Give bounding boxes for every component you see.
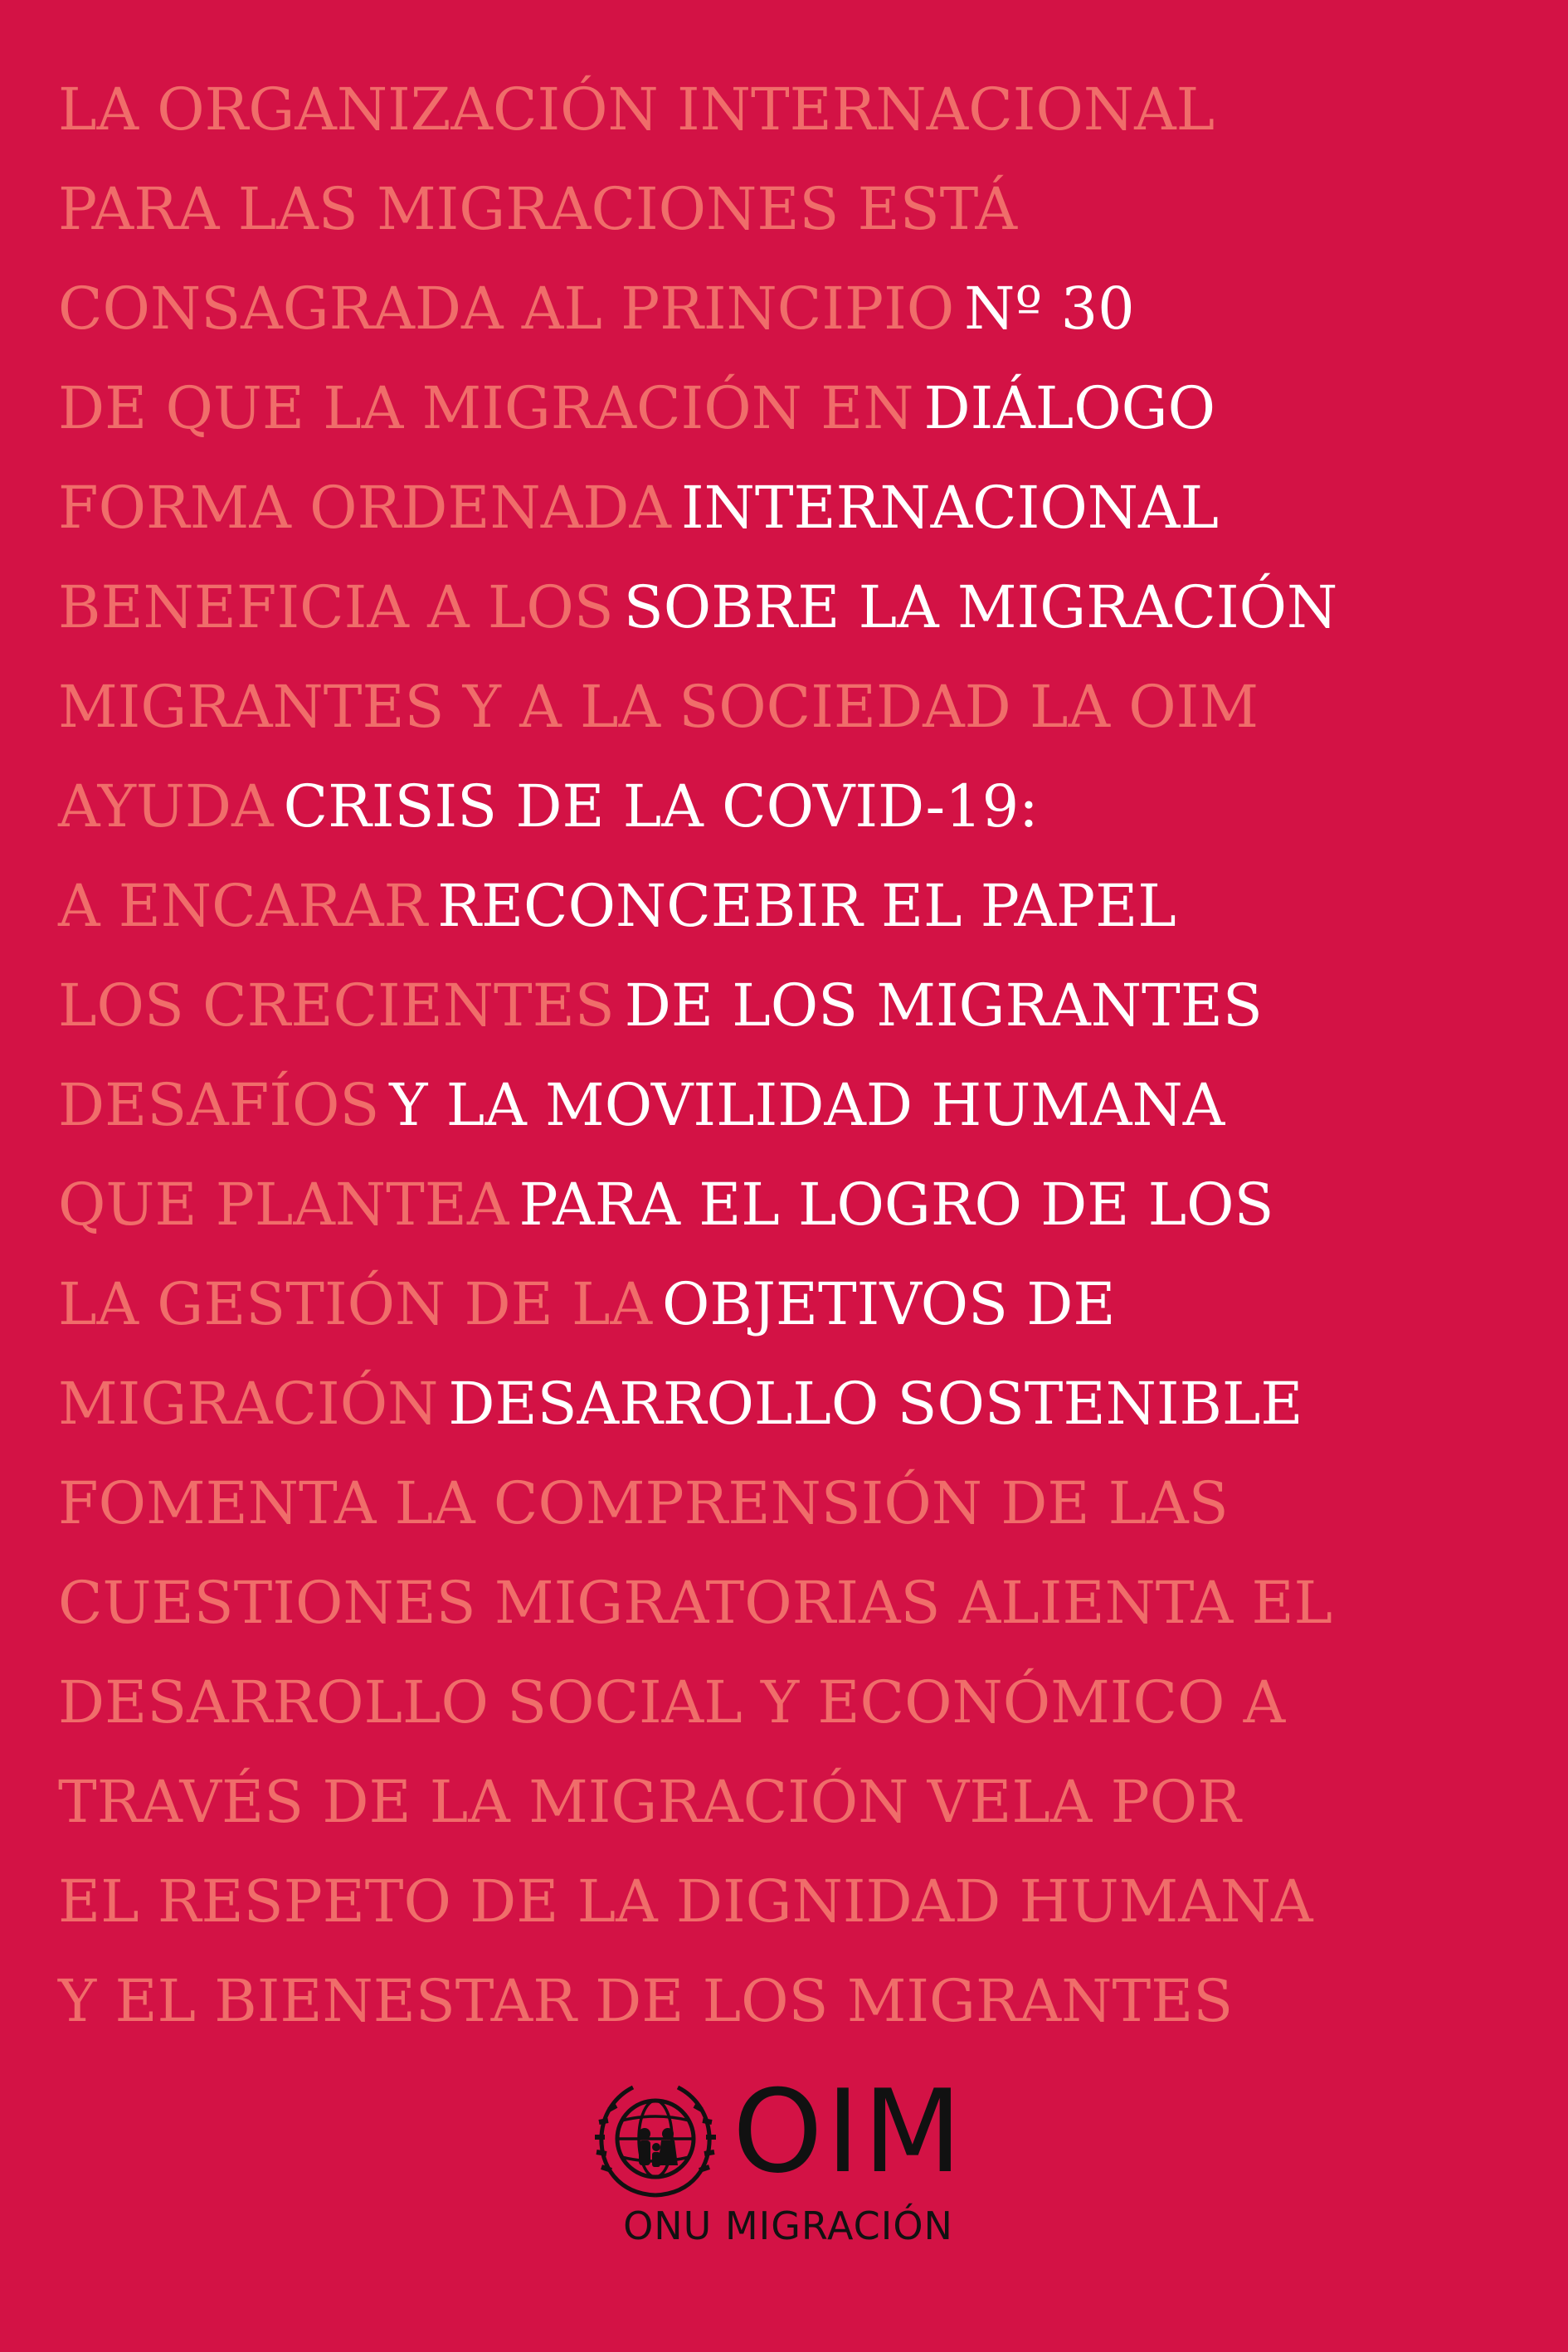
mission-text: A ENCARAR: [58, 872, 428, 940]
mission-text: FORMA ORDENADA: [58, 474, 671, 542]
text-line: [58, 757, 1551, 856]
mission-text: QUE PLANTEA: [58, 1171, 509, 1239]
text-line: [58, 1653, 1551, 1752]
text-line: [58, 1951, 1551, 2051]
mission-text: CUESTIONES MIGRATORIAS ALIENTA EL: [58, 1569, 1333, 1637]
mission-text: Y EL BIENESTAR DE LOS MIGRANTES: [58, 1967, 1234, 2035]
mission-text: DESAFÍOS: [58, 1071, 380, 1139]
mission-text: DE QUE LA MIGRACIÓN EN: [58, 374, 914, 442]
mission-text: MIGRANTES Y A LA SOCIEDAD LA OIM: [58, 673, 1259, 741]
mission-text: AYUDA: [58, 772, 274, 840]
text-line: [58, 1155, 1551, 1254]
text-line: [58, 1454, 1551, 1553]
mission-text: BENEFICIA A LOS: [58, 573, 614, 641]
mission-text: FOMENTA LA COMPRENSIÓN DE LAS: [58, 1469, 1229, 1537]
text-line: [58, 657, 1551, 757]
mission-text: LA GESTIÓN DE LA: [58, 1270, 652, 1338]
title-text: RECONCEBIR EL PAPEL: [437, 872, 1176, 940]
text-line: [58, 1852, 1551, 1951]
title-text: DE LOS MIGRANTES: [624, 971, 1263, 1040]
mission-text: EL RESPETO DE LA DIGNIDAD HUMANA: [58, 1867, 1313, 1936]
text-line: [58, 1254, 1551, 1354]
title-text: DESARROLLO SOSTENIBLE: [448, 1370, 1303, 1438]
text-line: [58, 1055, 1551, 1155]
title-text: DIÁLOGO: [923, 374, 1215, 442]
text-line: [58, 1752, 1551, 1852]
title-text: OBJETIVOS DE: [662, 1270, 1116, 1338]
text-line: [58, 259, 1551, 358]
issue-number: Nº 30: [964, 275, 1135, 343]
mission-text: PARA LAS MIGRACIONES ESTÁ: [58, 175, 1018, 243]
title-text: PARA EL LOGRO DE LOS: [519, 1171, 1274, 1239]
text-line: [58, 458, 1551, 558]
text-line: [58, 60, 1551, 159]
text-line: [58, 856, 1551, 956]
logo-subtitle: ONU MIGRACIÓN: [623, 2203, 953, 2248]
mission-text: TRAVÉS DE LA MIGRACIÓN VELA POR: [58, 1768, 1241, 1836]
title-text: CRISIS DE LA COVID-19:: [283, 772, 1039, 840]
title-text: SOBRE LA MIGRACIÓN: [623, 573, 1338, 641]
mission-text: DESARROLLO SOCIAL Y ECONÓMICO A: [58, 1668, 1286, 1736]
text-line: [58, 558, 1551, 657]
text-line: [58, 1354, 1551, 1454]
title-text: Y LA MOVILIDAD HUMANA: [389, 1071, 1225, 1139]
mission-text: MIGRACIÓN: [58, 1370, 439, 1438]
cover-text-block: [58, 60, 1551, 2051]
text-line: [58, 956, 1551, 1055]
logo-acronym: OIM: [733, 2065, 966, 2199]
text-line: [58, 1553, 1551, 1653]
title-text: INTERNACIONAL: [680, 474, 1220, 542]
oim-logo: [593, 2065, 983, 2272]
text-line: [58, 159, 1551, 259]
mission-text: LA ORGANIZACIÓN INTERNACIONAL: [58, 75, 1215, 144]
mission-text: LOS CRECIENTES: [58, 971, 615, 1040]
text-line: [58, 358, 1551, 458]
mission-text: CONSAGRADA AL PRINCIPIO: [58, 275, 955, 343]
iom-globe-family-emblem-icon: [593, 2079, 718, 2203]
